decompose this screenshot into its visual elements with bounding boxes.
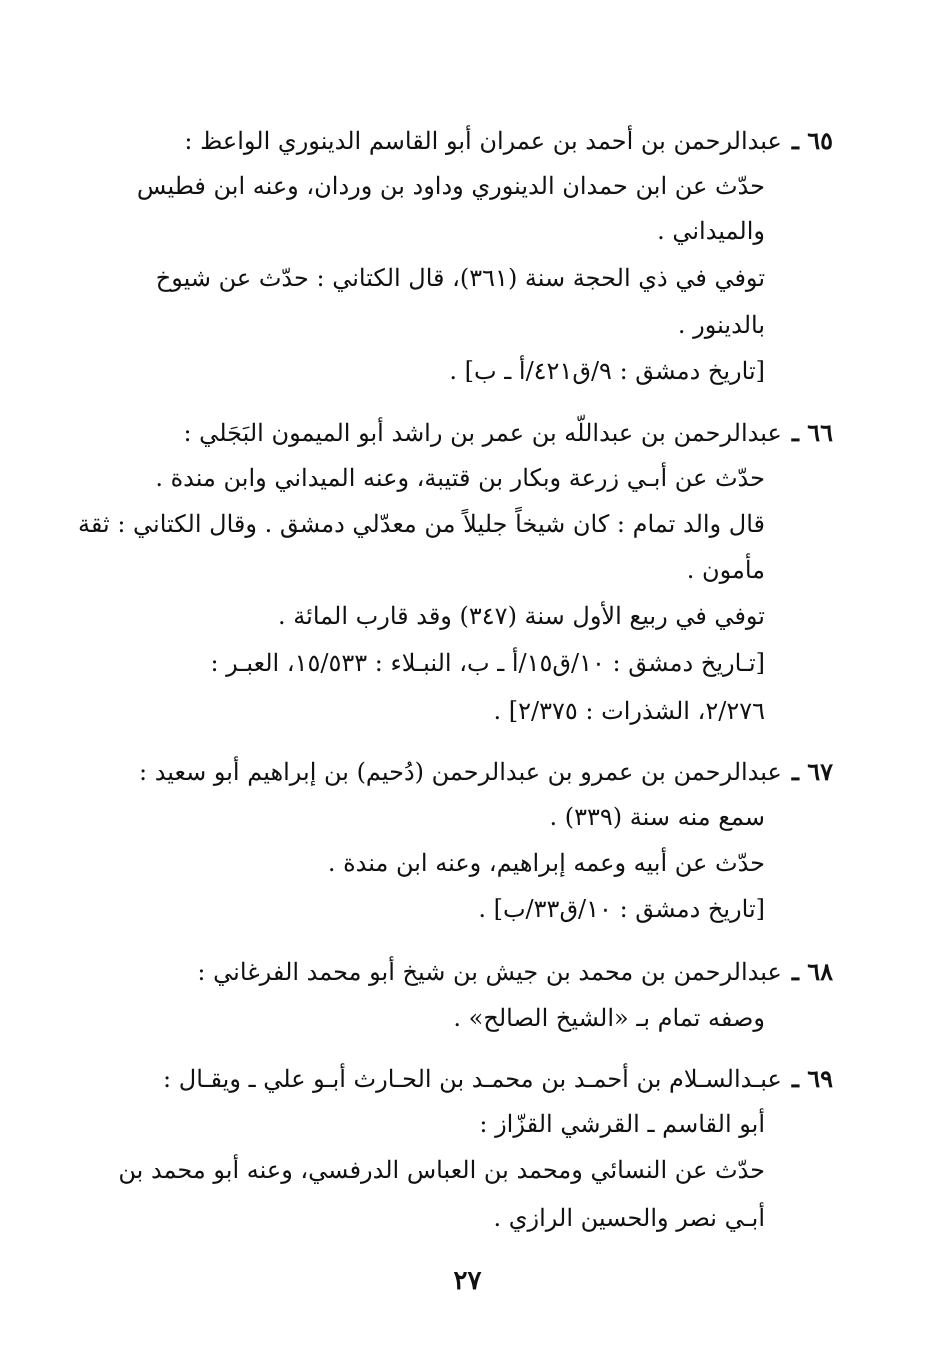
citation: [تـاريخ دمشق : ١٠/ق١٥/أ ـ ب، النبـلاء : ١٥/٥٣٣، العبـر :: [210, 649, 765, 677]
text-line: بالدينور .: [677, 311, 765, 339]
entry-header: [0, 418, 935, 448]
entry-title: عبدالرحمن بن محمد بن جيش بن شيخ أبو محمد الفرغاني :: [197, 958, 782, 986]
entry-number: ٦٩ ـ: [791, 1064, 833, 1093]
entry-header: [0, 957, 935, 987]
entry-number: ٦٥ ـ: [791, 126, 833, 155]
citation: [تاريخ دمشق : ١٠/ق٣٣/ب] .: [478, 895, 765, 923]
text-line: وصفه تمام بـ «الشيخ الصالح» .: [453, 1004, 765, 1032]
text-line: حدّث عن ابن حمدان الدينوري وداود بن وردان، وعنه ابن فطيس: [136, 172, 765, 200]
entry-title: عبدالرحمن بن عبداللّه بن عمر بن راشد أبو الميمون البَجَلي :: [183, 419, 782, 447]
text-line: حدّث عن أبيه وعمه إبراهيم، وعنه ابن مندة .: [327, 849, 765, 877]
text-line: توفي في ذي الحجة سنة (٣٦١)، قال الكتاني : حدّث عن شيوخ: [155, 264, 765, 292]
text-line: سمع منه سنة (٣٣٩) .: [549, 803, 765, 831]
entry-title: عبدالرحمن بن أحمد بن عمران أبو القاسم الدينوري الواعظ :: [184, 127, 782, 155]
text-line: حدّث عن النسائي ومحمد بن العباس الدرفسي، وعنه أبو محمد بن: [118, 1156, 765, 1184]
text-line: أبـي نصر والحسين الرازي .: [493, 1204, 765, 1232]
text-line: حدّث عن أبـي زرعة وبكار بن قتيبة، وعنه الميداني وابن مندة .: [155, 464, 765, 492]
citation: [تاريخ دمشق : ٩/ق٤٢١/أ ـ ب] .: [449, 357, 765, 385]
text-line: والميداني .: [657, 217, 765, 245]
text-line: مأمون .: [686, 556, 765, 584]
entry-header: [0, 126, 935, 156]
text-line: قال والد تمام : كان شيخاً جليلاً من معدّلي دمشق . وقال الكتاني : ثقة: [78, 510, 765, 538]
text-line: توفي في ربيع الأول سنة (٣٤٧) وقد قارب المائة .: [278, 602, 765, 630]
entry-number: ٦٧ ـ: [791, 757, 833, 786]
entry-number: ٦٨ ـ: [791, 957, 833, 986]
entry-number: ٦٦ ـ: [791, 418, 833, 447]
entry-title: عبدالرحمن بن عمرو بن عبدالرحمن (دُحيم) بن إبراهيم أبو سعيد :: [138, 758, 782, 786]
text-line: أبو القاسم ـ القرشي القزّاز :: [479, 1110, 765, 1138]
page-number: ٢٧: [453, 1266, 482, 1296]
entry-title: عبـدالسـلام بن أحمـد بن محمـد بن الحـارث أبـو علي ـ ويقـال :: [163, 1065, 782, 1093]
citation: ٢/٢٧٦، الشذرات : ٢/٣٧٥] .: [493, 697, 765, 725]
entry-header: [0, 757, 935, 787]
entry-header: [0, 1064, 935, 1094]
